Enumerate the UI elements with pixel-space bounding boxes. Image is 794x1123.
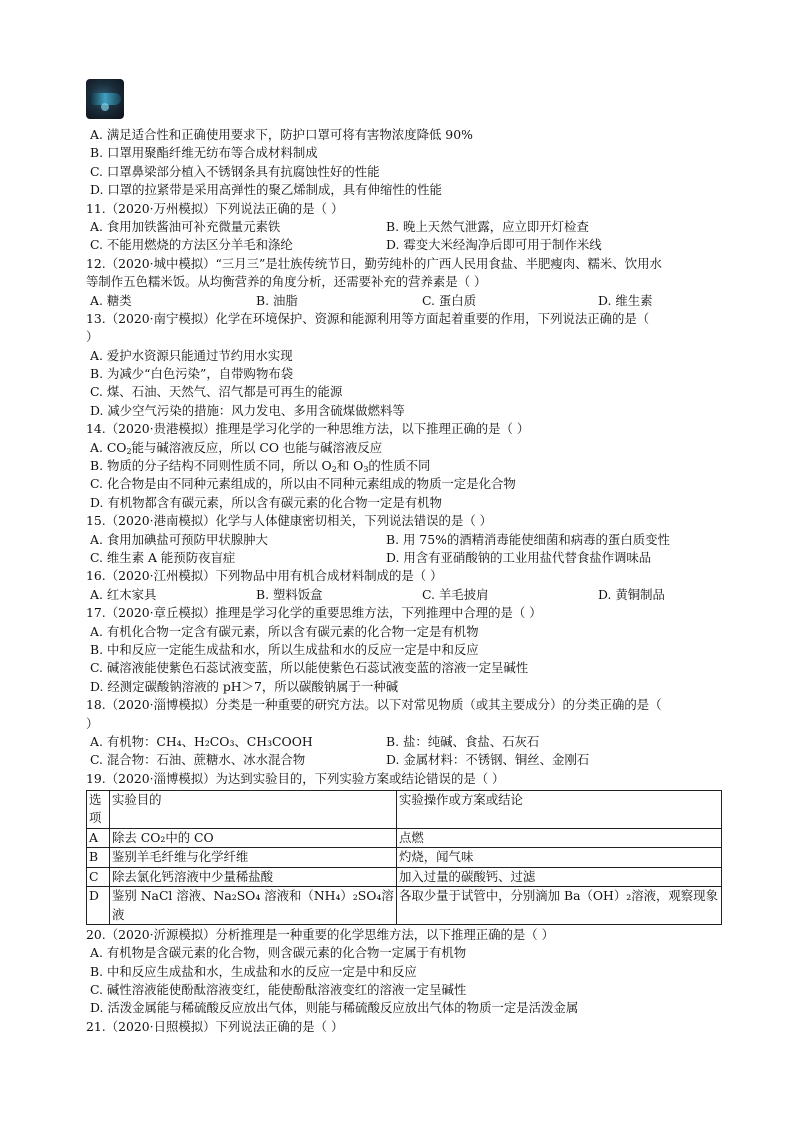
q15-option-a: A. 食用加碘盐可预防甲状腺肿大 — [90, 531, 268, 547]
table-cell: 除去 CO₂中的 CO — [110, 828, 397, 847]
table-cell: 灼烧，闻气味 — [397, 848, 722, 867]
q17-option-d: D. 经测定碳酸钠溶液的 pH＞7，所以碳酸钠属于一种碱 — [90, 678, 399, 694]
question-15 — [86, 512, 726, 567]
table-cell: 鉴别 NaCl 溶液、Na₂SO₄ 溶液和（NH₄）₂SO₄溶液 — [110, 887, 397, 925]
q13-stem-line-1: 13.（2020·南宁模拟）化学在环境保护、资源和能源利用等方面起着重要的作用，下列说法正确的是（ — [86, 310, 650, 326]
table-cell: 加入过量的碳酸钙、过滤 — [397, 867, 722, 886]
q11-stem: 11.（2020·万州模拟）下列说法正确的是（ ） — [86, 200, 344, 216]
table-row — [87, 887, 722, 925]
question-17 — [86, 604, 726, 696]
q14-stem: 14.（2020·贵港模拟）推理是学习化学的一种思维方法，以下推理正确的是（ ） — [86, 421, 530, 437]
table-header-cell: 实验目的 — [110, 791, 397, 829]
q17-option-b: B. 中和反应一定能生成盐和水，所以生成盐和水的反应一定是中和反应 — [90, 641, 479, 657]
table-cell: D — [87, 887, 110, 925]
question-16 — [86, 567, 726, 604]
question-21 — [86, 1018, 726, 1036]
q16-option-d: D. 黄铜制品 — [598, 586, 665, 602]
q11-option-d: D. 霉变大米经淘净后即可用于制作米线 — [386, 237, 602, 253]
q19-stem: 19.（2020·淄博模拟）为达到实验目的，下列实验方案或结论错误的是（ ） — [86, 770, 505, 786]
q13-option-d: D. 减少空气污染的措施：风力发电、多用含硫煤做燃料等 — [90, 402, 405, 418]
question-10-options — [86, 126, 726, 200]
q13-option-c: C. 煤、石油、天然气、沼气都是可再生的能源 — [90, 384, 343, 400]
q12-option-c: C. 蛋白质 — [422, 292, 477, 308]
q12-option-d: D. 维生素 — [598, 292, 653, 308]
q17-option-a: A. 有机化合物一定含有碳元素，所以含有碳元素的化合物一定是有机物 — [90, 623, 479, 639]
q15-option-c: C. 维生素 A 能预防夜盲症 — [90, 549, 236, 565]
question-11 — [86, 200, 726, 255]
q15-row-1 — [86, 531, 726, 549]
q14-option-b: B. 物质的分子结构不同则性质不同，所以 $O_2$和 $O_3$的性质不同 — [90, 458, 431, 475]
q16-option-b: B. 塑料饭盒 — [256, 586, 323, 602]
q20-option-c: C. 碱性溶液能使酚酞溶液变红，能使酚酞溶液变红的溶液一定呈碱性 — [90, 982, 467, 998]
q18-row-2 — [86, 751, 726, 769]
question-20 — [86, 926, 726, 1018]
table-cell: 鉴别羊毛纤维与化学纤维 — [110, 848, 397, 867]
q16-option-c: C. 羊毛披肩 — [422, 586, 489, 602]
q12-option-a: A. 糖类 — [90, 292, 132, 308]
q18-stem-line-2: ） — [86, 715, 99, 731]
q16-stem: 16.（2020·江州模拟）下列物品中用有机合成材料制成的是（ ） — [86, 568, 443, 584]
table-cell: B — [87, 848, 110, 867]
q11-option-b: B. 晚上天然气泄露，应立即开灯检查 — [386, 218, 589, 234]
question-12 — [86, 255, 726, 310]
table-header-cell: 选项 — [87, 791, 110, 829]
q11-option-a: A. 食用加铁酱油可补充微量元素铁 — [90, 218, 281, 234]
q15-option-d: D. 用含有亚硝酸钠的工业用盐代替食盐作调味品 — [386, 549, 652, 565]
table-row — [87, 828, 722, 847]
q13-option-a: A. 爱护水资源只能通过节约用水实现 — [90, 347, 293, 363]
q17-option-c: C. 碱溶液能使紫色石蕊试液变蓝，所以能使紫色石蕊试液变蓝的溶液一定呈碱性 — [90, 660, 529, 676]
table-row — [87, 848, 722, 867]
q17-stem: 17.（2020·章丘模拟）推理是学习化学的重要思维方法，下列推理中合理的是（ ） — [86, 605, 542, 621]
q12-stem-line-1: 12.（2020·城中模拟）“三月三”是壮族传统节日，勤劳纯朴的广西人民用食盐、半肥瘦肉、糯米、饮用水 — [86, 255, 662, 271]
table-header-row — [87, 791, 722, 829]
q13-option-b: B. 为减少“白色污染”，自带购物布袋 — [90, 366, 294, 382]
question-14 — [86, 420, 726, 512]
q12-option-b: B. 油脂 — [256, 292, 298, 308]
table-cell: 除去氯化钙溶液中少量稀盐酸 — [110, 867, 397, 886]
mask-valve — [101, 103, 109, 111]
table-cell: 各取少量于试管中，分别滴加 Ba（OH）₂溶液，观察现象 — [397, 887, 722, 925]
q15-option-b: B. 用 75%的酒精消毒能使细菌和病毒的蛋白质变性 — [386, 531, 670, 547]
question-13 — [86, 310, 726, 420]
q11-row-2 — [86, 236, 726, 254]
document-body — [86, 79, 726, 1036]
q18-option-d: D. 金属材料：不锈钢、铜丝、金刚石 — [386, 752, 590, 768]
q14-option-d: D. 有机物都含有碳元素，所以含有碳元素的化合物一定是有机物 — [90, 494, 442, 510]
q18-option-b: B. 盐：纯碱、食盐、石灰石 — [386, 733, 540, 749]
q10-option-a: A. 满足适合性和正确使用要求下，防护口罩可将有害物浓度降低 90% — [90, 127, 473, 142]
q16-option-a: A. 红木家具 — [90, 586, 157, 602]
q10-option-d: D. 口罩的拉紧带是采用高弹性的聚乙烯制成，具有伸缩性的性能 — [90, 182, 442, 198]
q20-option-a: A. 有机物是含碳元素的化合物，则含碳元素的化合物一定属于有机物 — [90, 945, 467, 961]
q15-row-2 — [86, 549, 726, 567]
q10-option-b: B. 口罩用聚酯纤维无纺布等合成材料制成 — [90, 145, 318, 161]
q20-stem: 20.（2020·沂源模拟）分析推理是一种重要的化学思维方法，以下推理正确的是（ ） — [86, 926, 555, 942]
table-cell: 点燃 — [397, 828, 722, 847]
table-cell: C — [87, 867, 110, 886]
q21-stem: 21.（2020·日照模拟）下列说法正确的是（ ） — [86, 1018, 344, 1034]
q10-option-c: C. 口罩鼻梁部分植入不锈钢条具有抗腐蚀性好的性能 — [90, 163, 380, 179]
q19-table — [86, 790, 722, 925]
q20-option-d: D. 活泼金属能与稀硫酸反应放出气体，则能与稀硫酸反应放出气体的物质一定是活泼金属 — [90, 1000, 579, 1016]
q20-option-b: B. 中和反应生成盐和水，生成盐和水的反应一定是中和反应 — [90, 963, 417, 979]
q12-options — [86, 292, 726, 310]
q12-stem-line-2: 等制作五色糯米饭。从均衡营养的角度分析，还需要补充的营养素是（ ） — [86, 274, 487, 290]
q18-option-c: C. 混合物：石油、蔗糖水、冰水混合物 — [90, 752, 306, 768]
question-18 — [86, 696, 726, 770]
q18-row-1 — [86, 733, 726, 751]
q14-option-c: C. 化合物是由不同种元素组成的，所以由不同种元素组成的物质一定是化合物 — [90, 476, 516, 492]
q18-stem-line-1: 18.（2020·淄博模拟）分类是一种重要的研究方法。以下对常见物质（或其主要成分）的分类正确的是（ — [86, 697, 662, 713]
q13-stem-line-2: ） — [86, 329, 99, 345]
table-cell: A — [87, 828, 110, 847]
q11-option-c: C. 不能用燃烧的方法区分羊毛和涤纶 — [90, 237, 293, 253]
table-header-cell: 实验操作或方案或结论 — [397, 791, 722, 829]
table-row — [87, 867, 722, 886]
q16-options — [86, 586, 726, 604]
q15-stem: 15.（2020·港南模拟）化学与人体健康密切相关，下列说法错误的是（ ） — [86, 513, 493, 529]
q18-option-a: A. 有机物：CH₄、H₂CO₃、CH₃COOH — [90, 733, 313, 749]
question-19 — [86, 770, 726, 925]
mask-image — [86, 79, 124, 119]
q11-row-1 — [86, 218, 726, 236]
q14-option-a: A. $CO_2$能与碱溶液反应，所以 CO 也能与碱溶液反应 — [90, 439, 383, 456]
